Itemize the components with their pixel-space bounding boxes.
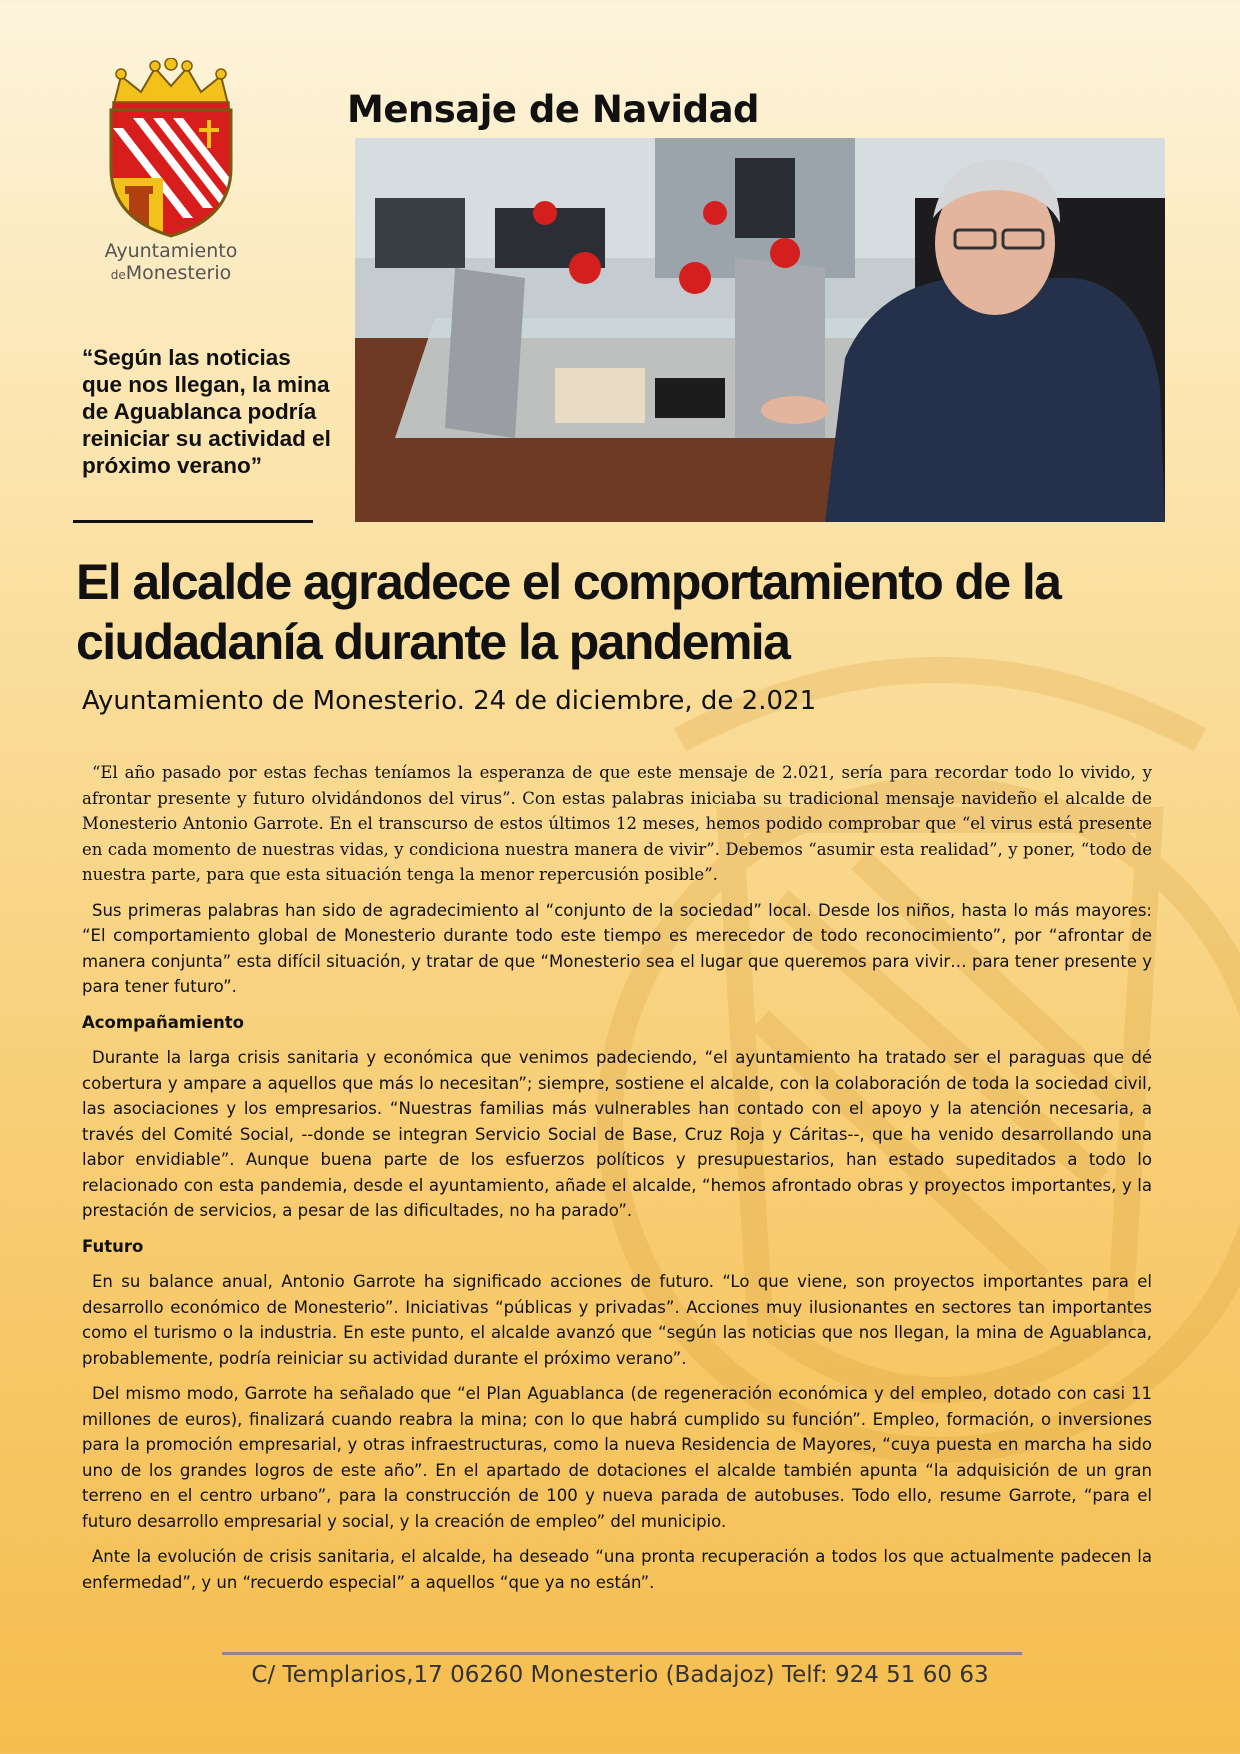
paragraph-3: Durante la larga crisis sanitaria y económica que venimos padeciendo, “el ayuntamiento ha tratado ser el paraguas que dé cobertura y ampare a aquellos que más lo necesitan”; siempre, sostiene el alcalde, con la colaboración de toda la sociedad civil, las asociaciones y los empresarios. “Nuestras familias más vulnerables han contado con el apoyo y la atención necesaria, a través del Comité Social, --donde se integran Servicio Social de Base, Cruz Roja y Cáritas--, que ha venido desarrollando una labor envidiable”. Aunque buena parte de los esfuerzos políticos y presupuestarios, han estado supeditados a todo lo relacionado con esta pandemia, desde el ayuntamiento, añade el alcalde, “hemos afrontado obras y proyectos importantes, y la prestación de servicios, a pesar de las dificultades, no ha parado”. <box>82 1048 1152 1220</box>
section-title: Mensaje de Navidad <box>347 88 760 131</box>
dateline: Ayuntamiento de Monesterio. 24 de diciembre, de 2.021 <box>82 686 817 716</box>
paragraph-2: Sus primeras palabras han sido de agradecimiento al “conjunto de la sociedad” local. Desde los niños, hasta lo más mayores: “El comportamiento global de Monesterio durante todo este tiempo es merecedor de todo reconocimiento”, por “afrontar de manera conjunta” esta difícil situación, y tratar de que “Monesterio sea el lugar que queremos para vivir… para tener presente y para tener futuro”. <box>82 900 1152 996</box>
headline: El alcalde agradece el comportamiento de la ciudadanía durante la pandemia <box>76 554 1061 670</box>
logo-line2: Monesterio <box>125 262 232 284</box>
logo-line1: Ayuntamiento <box>104 240 238 262</box>
paragraph-6: Ante la evolución de crisis sanitaria, el alcalde, ha deseado “una pronta recuperación a todos los que actualmente padecen la enfermedad”, y un “recuerdo especial” a aquellos “que ya no están”. <box>82 1547 1152 1592</box>
pull-quote: “Según las noticias que nos llegan, la mina de Aguablanca podría reiniciar su actividad el próximo verano” <box>82 345 331 478</box>
subheading-acompanamiento: Acompañamiento <box>82 1012 244 1032</box>
logo-caption <box>96 240 246 286</box>
paragraph-5: Del mismo modo, Garrote ha señalado que “el Plan Aguablanca (de regeneración económica y del empleo, dotado con casi 11 millones de euros), finalizará cuando reabra la mina; con lo que habrá cumplido su función”. Empleo, formación, o inversiones para la promoción empresarial, y otras infraestructuras, como la nueva Residencia de Mayores, “cuya puesta en marcha ha sido uno de los grandes logros de este año”. En el apartado de dotaciones el alcalde también apunta “la adquisición de un gran terreno en el centro urbano”, para la construcción de 100 y nueva parada de autobuses. Todo ello, resume Garrote, “para el futuro desarrollo empresarial y social, y la creación de empleo” del municipio. <box>82 1384 1152 1531</box>
subheading-futuro: Futuro <box>82 1236 144 1256</box>
logo-de: de <box>110 268 126 282</box>
coat-of-arms-icon <box>103 58 239 238</box>
municipal-logo <box>96 58 246 286</box>
article-body <box>82 760 1152 1605</box>
paragraph-4: En su balance anual, Antonio Garrote ha significado acciones de futuro. “Lo que viene, son proyectos importantes para el desarrollo económico de Monesterio”. Iniciativas “públicas y privadas”. Acciones muy ilusionantes en sectores tan importantes como el turismo o la industria. En este punto, el alcalde avanzó que “según las noticias que nos llegan, la mina de Aguablanca, probablemente, podría reiniciar su actividad durante el próximo verano”. <box>82 1272 1152 1368</box>
paragraph-1: “El año pasado por estas fechas teníamos la esperanza de que este mensaje de 2.021, sería para recordar todo lo vivido, y afrontar presente y futuro olvidándonos del virus”. Con estas palabras iniciaba su tradicional mensaje navideño el alcalde de Monesterio Antonio Garrote. En el transcurso de estos últimos 12 meses, hemos podido comprobar que “el virus está presente en cada momento de nuestras vidas, y condiciona nuestra manera de vivir”. Debemos “asumir esta realidad”, y poner, “todo de nuestra parte, para que esta situación tenga la menor repercusión posible”. <box>82 763 1152 884</box>
pull-quote-rule <box>73 520 313 523</box>
mayor-radio-studio-photo <box>355 138 1165 522</box>
footer-rule <box>222 1652 1022 1655</box>
footer-address: C/ Templarios,17 06260 Monesterio (Badajoz) Telf: 924 51 60 63 <box>251 1662 989 1688</box>
